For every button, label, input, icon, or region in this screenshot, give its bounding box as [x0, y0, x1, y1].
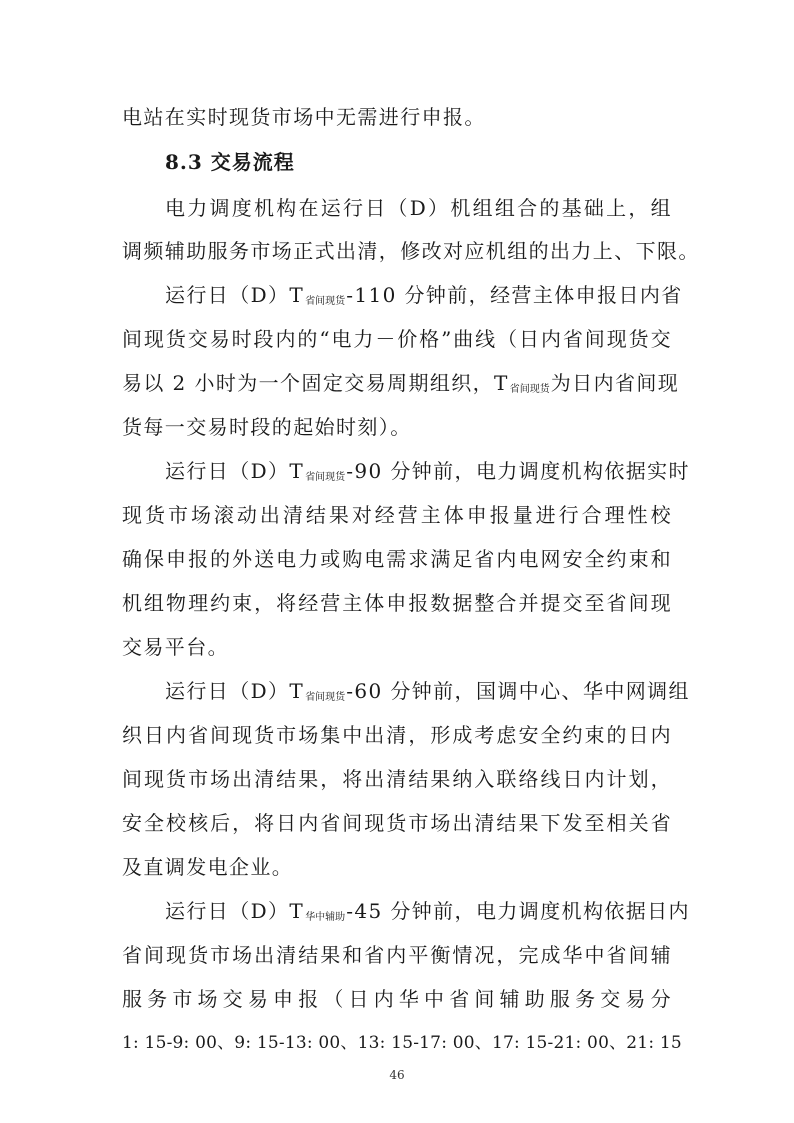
- text-line: 运行日$(D)T_{省间现货}-60$ 分钟前，国调中心、华中网调组: [165, 679, 690, 703]
- text-line: 安全校核后，将日内省间现货市场出清结果下发至相关省: [122, 811, 672, 835]
- text-line: 机组物理约束，将经营主体申报数据整合并提交至省间现: [122, 591, 672, 615]
- text-line: 织日内省间现货市场集中出清，形成考虑安全约束的日内: [122, 723, 672, 747]
- text-line: 运行日$(D)T_{华中辅助}-45$ 分钟前，电力调度机构依据日内: [165, 899, 690, 923]
- text-line: 调频辅助服务市场正式出清，修改对应机组的出力上、下限。: [122, 239, 700, 263]
- text-line: 电力调度机构在运行日（D）机组组合的基础上，组: [165, 196, 672, 220]
- subscript: 省间现货: [305, 472, 346, 483]
- text-line: 货每一交易时段的起始时刻）。: [122, 415, 412, 439]
- text-line: 现货市场滚动出清结果对经营主体申报量进行合理性校: [122, 503, 672, 527]
- subscript: 省间现货: [305, 692, 346, 703]
- text-line: 电站在实时现货市场中无需进行申报。: [122, 105, 486, 129]
- section-heading: 8.3 交易流程: [165, 150, 295, 174]
- text-line: 运行日$(D)T_{省间现货}-90$ 分钟前，电力调度机构依据实时: [165, 459, 690, 483]
- subscript: 省间现货: [305, 296, 346, 307]
- text-line: 间现货交易时段内的“电力－价格”曲线（日内省间现货交: [122, 327, 672, 351]
- text-line: 省间现货市场出清结果和省内平衡情况，完成华中省间辅: [122, 943, 672, 967]
- text-line: 及直调发电企业。: [122, 855, 294, 879]
- text-line: 交易平台。: [122, 635, 229, 659]
- page-number: 46: [389, 1068, 405, 1082]
- text-line: 服务市场交易申报（日内华中省间辅助服务交易分: [122, 987, 672, 1011]
- text-line: 运行日$(D)T_{省间现货}-110$ 分钟前，经营主体申报日内省: [165, 283, 683, 307]
- text-line: 间现货市场出清结果，将出清结果纳入联络线日内计划，: [122, 767, 672, 791]
- text-line: 易以 2 小时为一个固定交易周期组织，$T_{省间现货}$为日内省间现: [122, 371, 680, 395]
- text-line: 确保申报的外送电力或购电需求满足省内电网安全约束和: [122, 547, 672, 571]
- subscript: 省间现货: [509, 384, 550, 395]
- text-line: 1: 15-9: 00、9: 15-13: 00、13: 15-17: 00、17: 15-21: 00、21: 15: [122, 1033, 682, 1053]
- subscript: 华中辅助: [305, 912, 346, 923]
